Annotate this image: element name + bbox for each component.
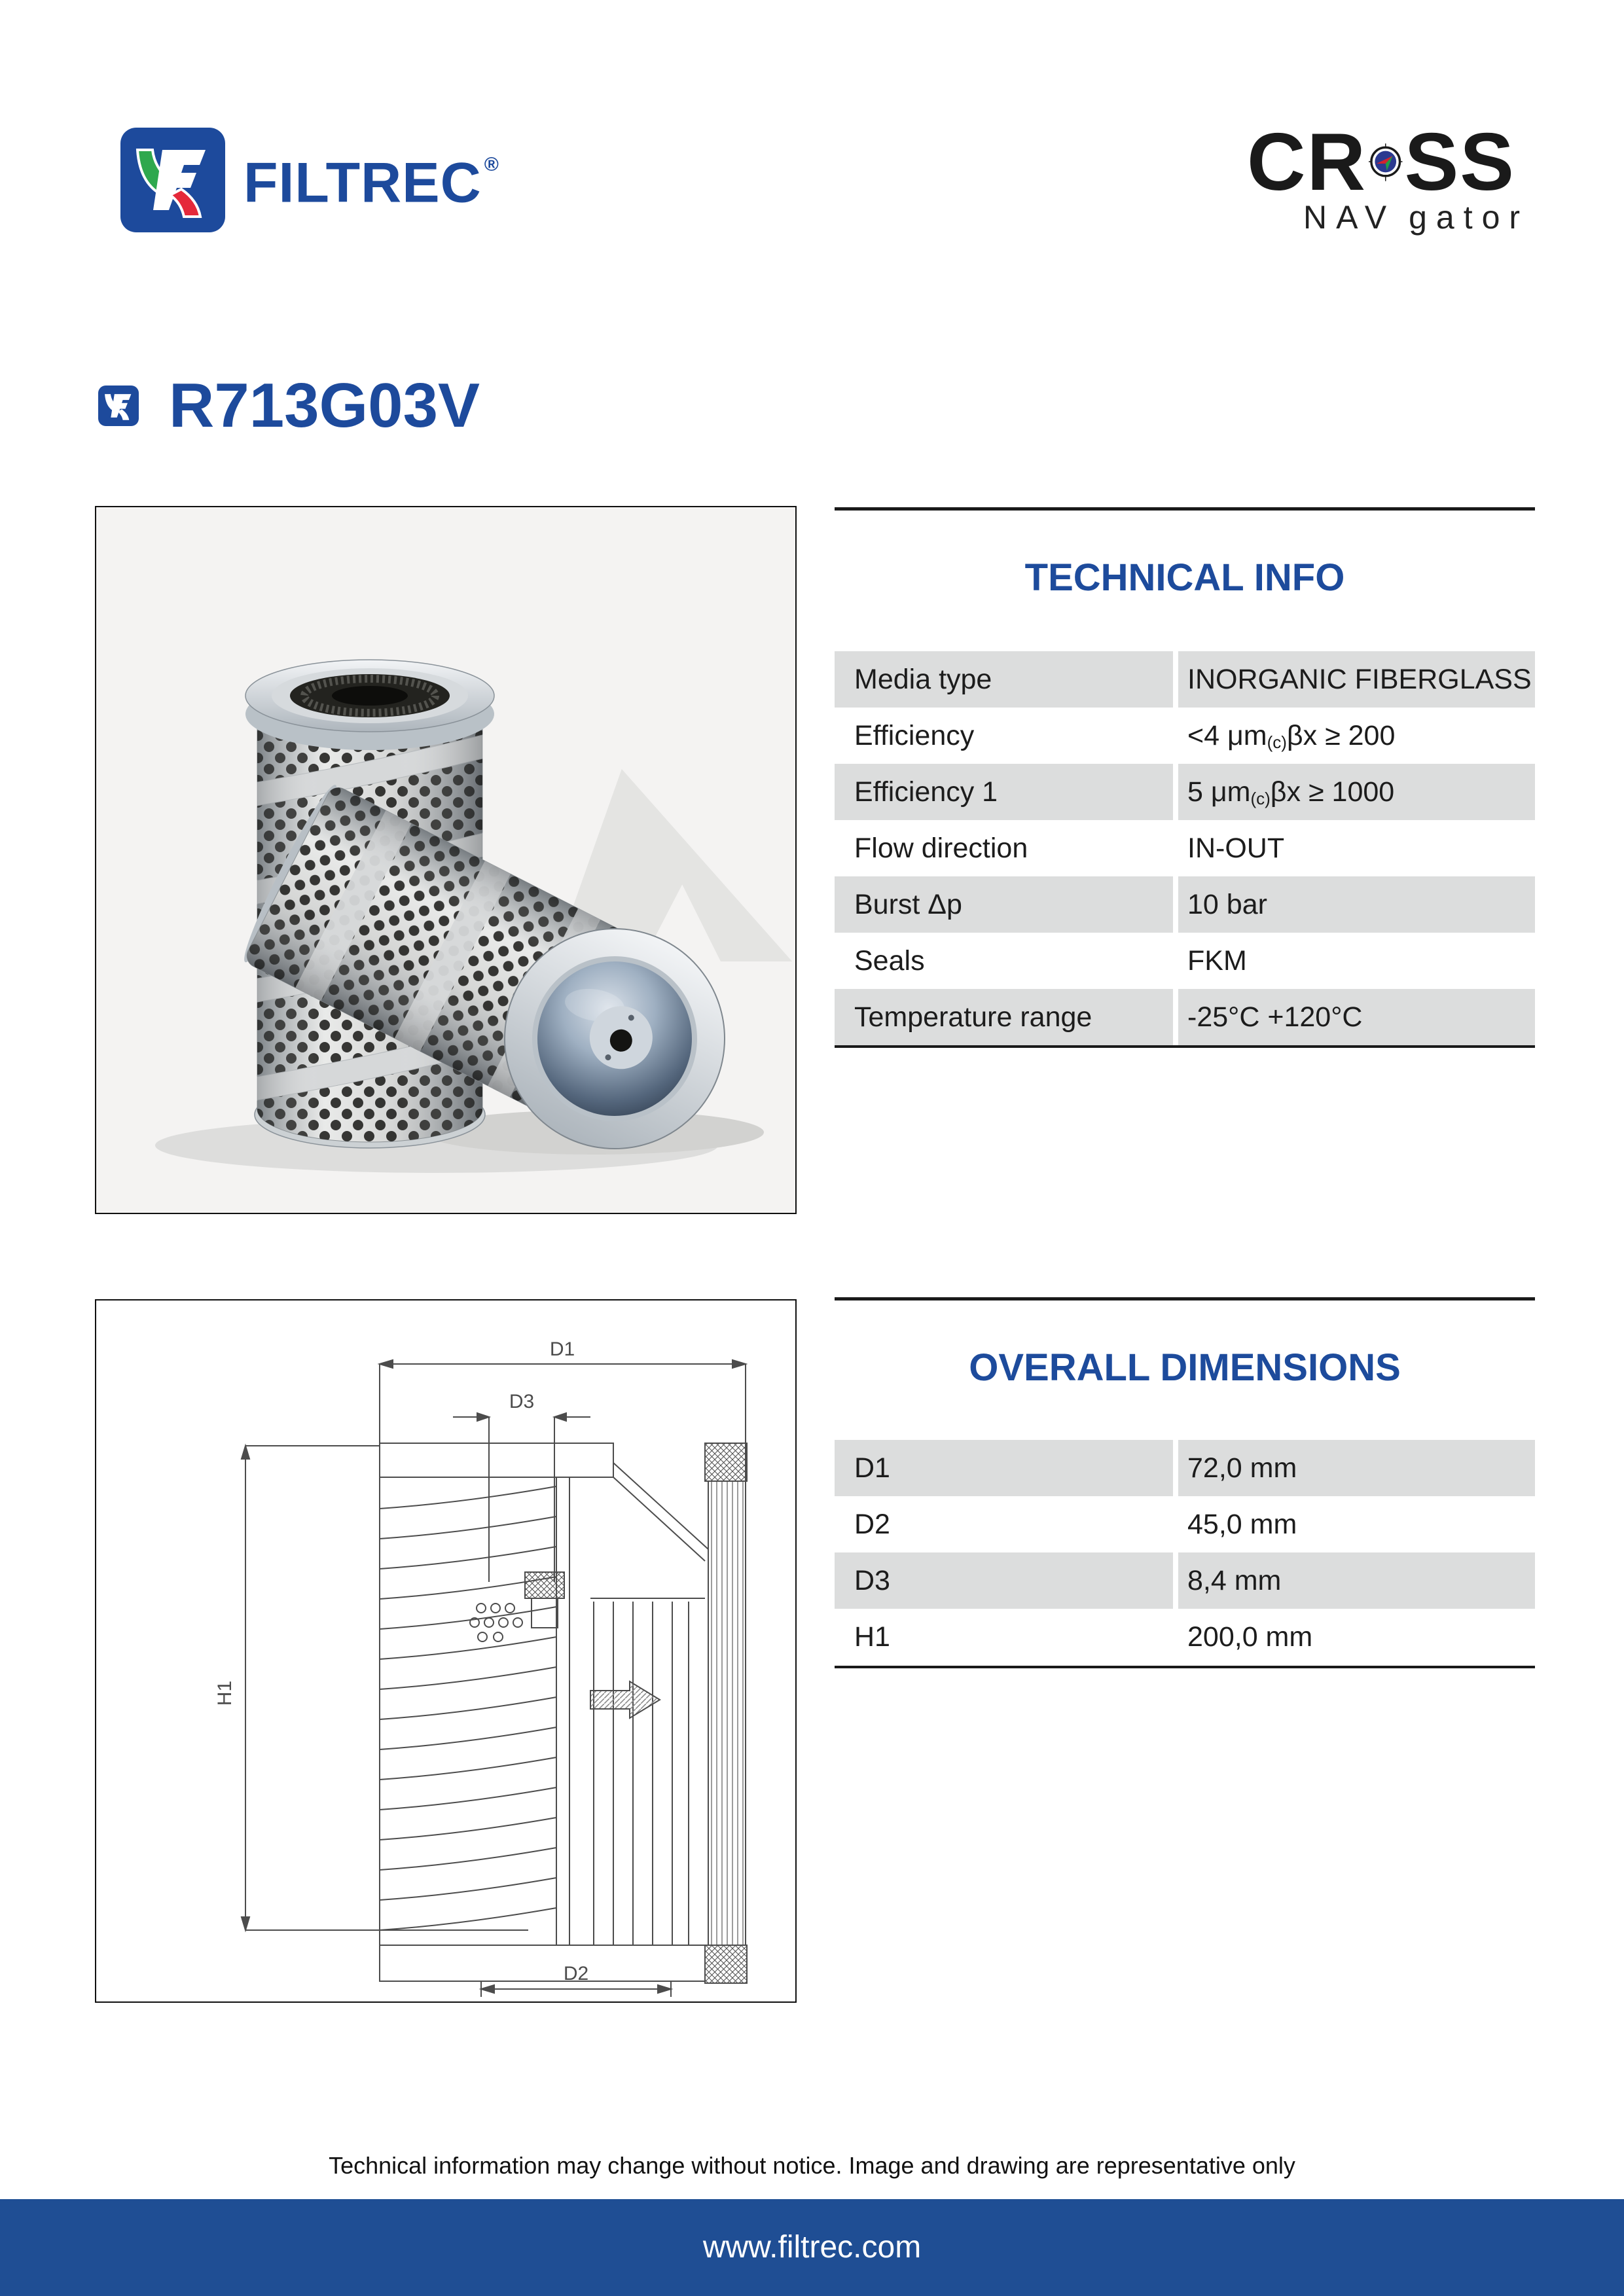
dim-value: 45,0 mm: [1178, 1496, 1535, 1552]
product-mark-icon: [98, 386, 139, 426]
technical-info-top-rule: [835, 507, 1535, 511]
spec-value: [1178, 651, 1535, 708]
spec-value: [1178, 876, 1535, 933]
cross-logo-row1: [1247, 117, 1515, 207]
dimensions-top-rule: [835, 1297, 1535, 1300]
spec-label: Efficiency: [835, 708, 1173, 764]
spec-value: [1178, 708, 1535, 764]
spec-value-text: INORGANIC FIBERGLASS: [1187, 663, 1532, 695]
dim-label: H1: [835, 1609, 1173, 1665]
technical-info-bottom-rule: [835, 1045, 1535, 1048]
spec-value: [1178, 764, 1535, 820]
table-row: [835, 764, 1535, 820]
dim-value: 72,0 mm: [1178, 1440, 1535, 1496]
spec-value-post: βx ≥ 200: [1286, 719, 1396, 751]
website-link[interactable]: www.filtrec.com: [702, 2230, 922, 2265]
dimension-drawing-image: [96, 1300, 795, 2001]
dimensions-table: [835, 1440, 1535, 1665]
brand-wordmark: [244, 124, 497, 236]
dimension-drawing: [95, 1299, 797, 2003]
footer-bar: [0, 2199, 1624, 2296]
spec-value-post: βx ≥ 1000: [1270, 776, 1395, 808]
spec-label: Efficiency 1: [835, 764, 1173, 820]
table-row: [835, 1440, 1535, 1496]
spec-value-text: IN-OUT: [1187, 832, 1285, 864]
spec-value-text: 5 μm: [1187, 776, 1251, 808]
technical-info-table: [835, 651, 1535, 1045]
dim-label: D3: [835, 1552, 1173, 1609]
spec-value-text: -25°C +120°C: [1187, 1001, 1363, 1033]
disclaimer-text: Technical information may change without notice. Image and drawing are representative only: [329, 2152, 1295, 2179]
spec-label: Media type: [835, 651, 1173, 708]
dimensions-title: OVERALL DIMENSIONS: [969, 1346, 1401, 1389]
dimensions-bottom-rule: [835, 1666, 1535, 1668]
filtrec-logo: [120, 124, 497, 236]
drawing-label-d1: D1: [549, 1338, 575, 1360]
spec-label: Burst Δp: [835, 876, 1173, 933]
spec-value-text: FKM: [1187, 944, 1247, 977]
table-row: [835, 708, 1535, 764]
filtrec-logo-icon: [120, 128, 225, 232]
compass-icon: [1368, 124, 1403, 201]
product-photo-image: [96, 507, 795, 1213]
spec-value: [1178, 820, 1535, 876]
product-photo: [95, 506, 797, 1214]
spec-value-sub: (c): [1267, 732, 1287, 752]
cross-ss-text: SS: [1404, 117, 1515, 207]
cross-navigator-logo: [1247, 117, 1530, 237]
table-row: [835, 1609, 1535, 1665]
table-row: [835, 989, 1535, 1045]
drawing-label-d2: D2: [563, 1963, 589, 1984]
drawing-label-h1: H1: [214, 1680, 236, 1706]
table-row: [835, 820, 1535, 876]
dim-value: 8,4 mm: [1178, 1552, 1535, 1609]
spec-label: Flow direction: [835, 820, 1173, 876]
spec-label: Temperature range: [835, 989, 1173, 1045]
spec-value: [1178, 933, 1535, 989]
spec-label: Seals: [835, 933, 1173, 989]
drawing-label-d3: D3: [509, 1391, 535, 1412]
table-row: [835, 933, 1535, 989]
nav-text: NAV: [1303, 199, 1396, 236]
spec-value: [1178, 989, 1535, 1045]
dim-label: D2: [835, 1496, 1173, 1552]
table-row: [835, 876, 1535, 933]
page-title: R713G03V: [169, 370, 480, 440]
brand-wordmark-text: FILTREC: [244, 151, 482, 215]
gator-text: gator: [1409, 199, 1530, 236]
table-row: [835, 1496, 1535, 1552]
technical-info-title: TECHNICAL INFO: [1024, 556, 1345, 599]
spec-value-sub: (c): [1250, 788, 1271, 808]
product-title-row: [98, 370, 480, 440]
spec-value-text: <4 μm: [1187, 719, 1267, 751]
table-row: [835, 651, 1535, 708]
dim-value: 200,0 mm: [1178, 1609, 1535, 1665]
spec-value-text: 10 bar: [1187, 888, 1267, 920]
registered-mark: ®: [484, 154, 499, 175]
table-row: [835, 1552, 1535, 1609]
cross-cr-text: CR: [1247, 117, 1367, 207]
dim-label: D1: [835, 1440, 1173, 1496]
